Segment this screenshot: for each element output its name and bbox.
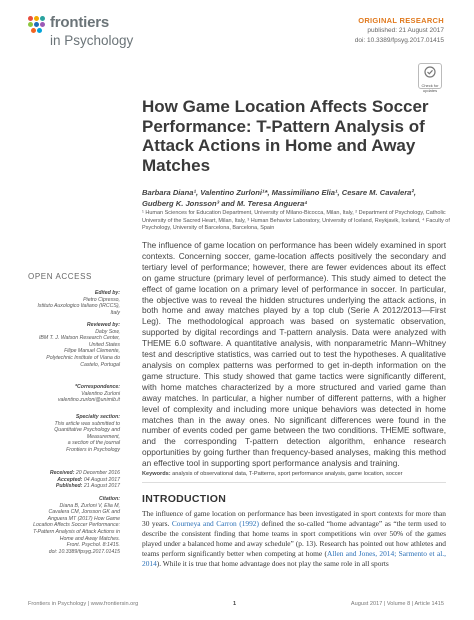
page-number: 1 <box>233 601 237 607</box>
footer-issue: August 2017 | Volume 8 | Article 1415 <box>350 601 444 607</box>
citation-line: Front. Psychol. 8:1415. <box>66 542 120 549</box>
received-date: Received: 20 December 2016 <box>49 470 120 476</box>
reviewed-by <box>10 322 120 368</box>
introduction-body <box>142 509 446 569</box>
edited-by <box>10 290 120 316</box>
article-type: ORIGINAL RESEARCH <box>358 16 444 25</box>
reviewer-line: Polytechnic Institute of Viana do <box>46 354 120 361</box>
editor-line: Pietro Cipresso, <box>83 296 120 303</box>
intro-text-2: defined the so-called “home advantage” as “the term used to describe the consistent finding that home teams in sport competitions win over 50% of the games played under a balanced home and away schedule” (p. 13). Research has pointed out how athletes and teams perform significantly better when competing at home ( <box>142 519 446 558</box>
section-line: Frontiers in Psychology <box>66 446 120 453</box>
citation-link[interactable]: Courneya and Carron (1992) <box>171 519 259 528</box>
check-label: Check for updates <box>421 83 439 93</box>
citation-heading: Citation: <box>98 496 120 502</box>
author-line-2: Gudberg K. Jonsson³ and M. Teresa Anguera⁴ <box>142 199 308 208</box>
citation-link[interactable]: Allen and Jones, 2014; Sarmento et al., 2014 <box>142 549 446 568</box>
reviewer-line: Castelo, Portugal <box>80 361 120 368</box>
published-date: published: 21 August 2017 <box>367 27 444 34</box>
doi[interactable]: doi: 10.3389/fpsyg.2017.01415 <box>354 37 444 44</box>
reviewed-by-heading: Reviewed by: <box>86 322 120 328</box>
citation-line: Anguera MT (2017) How Game <box>47 515 120 522</box>
open-access-label: OPEN ACCESS <box>28 272 92 281</box>
abstract: The influence of game location on performance has been widely examined in sport contexts. Concerning soccer, game-location affects positively the secondary and tertiary level of performance; however, there are fewer evidences about its effect on game structure (primary level of performance). This study aimed to detect the effect of game location on a primary level of performance in soccer. In particular, the objective was to reveal the hidden structures underlying the attack actions, in both home and away matches played by a top club (Serie A 2012/2013—First Leg). The methodological approach was based on systematic observation, supported by digital recordings and T-pattern analysis. Data were analyzed with THEME 6.0 software. A quantitative analysis, with nonparametric Mann–Whitney test and descriptive statistics, was carried out to test the hypotheses. A qualitative analysis on complex patterns was performed to get in-depth information on the game structure. This study showed that game tactics were significantly different, with home matches characterized by a more structured and varied game than away matches. In particular, a higher number of different patterns, with a higher level of complexity and including more unique behaviors was detected in home matches than in the away ones. No significant differences were found in the number of events coded per game between the two conditions. THEME software, and the corresponding T-pattern detection algorithm, enhance research opportunities by going further than frequency-based analyses, making this method an effective tool in supporting sport performance analysis and training. <box>142 240 446 469</box>
accepted-date: Accepted: 04 August 2017 <box>57 476 120 483</box>
citation-line: Cavalera CM, Jonsson GK and <box>48 509 120 516</box>
article-meta <box>355 16 444 46</box>
keywords-text: analysis of observational data, T-Patterns, sport performance analysis, game location, soccer <box>172 471 403 477</box>
reviewer-line: Daby Sow, <box>95 328 120 335</box>
affiliations: ¹ Human Sciences for Education Department, University of Milano-Bicocca, Milan, Italy, ² Department of Psychology, Catholic University of the Sacred Heart, Milan, Italy, ³ Human Behavior Laboratory, University of Iceland, Reykjavik, Iceland, ⁴ Faculty of Psychology, University of Barcelona, Barcelona, Spain <box>142 210 450 232</box>
correspondence-name: Valentino Zurloni <box>81 390 120 397</box>
author-line-1: Barbara Diana¹, Valentino Zurloni¹*, Massimiliano Elia¹, Cesare M. Cavalera², <box>142 188 417 197</box>
citation-line: Location Affects Soccer Performance: <box>33 522 120 529</box>
reviewer-line: IBM T. J. Watson Research Center, <box>38 335 120 342</box>
update-badge-icon <box>424 66 436 78</box>
section-line: Quantitative Psychology and <box>54 427 120 434</box>
section-line: This article was submitted to <box>54 420 120 427</box>
citation-line: T-Pattern Analysis of Attack Actions in <box>33 528 120 535</box>
intro-text-3: ). While it is true that home advantage does not play the same role in all sports <box>156 559 389 568</box>
specialty-section <box>10 414 120 454</box>
article-title: How Game Location Affects Soccer Performance: T-Pattern Analysis of Attack Actions in Home and Away Matches <box>142 97 429 175</box>
frontiers-logo-icon <box>28 16 46 34</box>
reviewer-line: Filipe Manuel Clemente, <box>64 348 120 355</box>
citation-line: Home and Away Matches. <box>59 535 120 542</box>
editor-line: Italy <box>110 309 120 316</box>
citation-line: Diana B, Zurloni V, Elia M, <box>59 502 120 509</box>
introduction-heading: INTRODUCTION <box>142 493 227 505</box>
keywords-label: Keywords: <box>142 471 171 477</box>
reviewer-line: United States <box>88 341 120 348</box>
keywords <box>142 471 446 477</box>
check-for-updates-button[interactable] <box>418 63 442 93</box>
correspondence <box>10 384 120 404</box>
section-line: a section of the journal <box>67 440 120 447</box>
editor-line: Istituto Auxologico Italiano (IRCCS), <box>37 303 120 310</box>
divider <box>142 482 446 483</box>
dates <box>10 470 120 490</box>
correspondence-email[interactable]: valentino.zurloni@unimib.it <box>57 397 120 404</box>
published-date-side: Published: 21 August 2017 <box>55 483 120 490</box>
edited-by-heading: Edited by: <box>94 290 120 296</box>
intro-text-1: The influence of game location on performance has been investigated in sport contexts for more than 30 years. <box>142 509 446 528</box>
footer-journal[interactable]: Frontiers in Psychology | www.frontiersin.org <box>28 601 139 607</box>
journal-logo[interactable] <box>28 14 178 54</box>
journal-name: in Psychology <box>50 33 134 48</box>
citation <box>10 496 120 555</box>
citation-line[interactable]: doi: 10.3389/fpsyg.2017.01415 <box>48 548 120 555</box>
section-line: Measurement, <box>86 433 120 440</box>
brand-name: frontiers <box>50 14 110 31</box>
correspondence-heading: *Correspondence: <box>75 384 120 390</box>
author-list <box>142 187 452 209</box>
specialty-section-heading: Specialty section: <box>75 414 120 420</box>
